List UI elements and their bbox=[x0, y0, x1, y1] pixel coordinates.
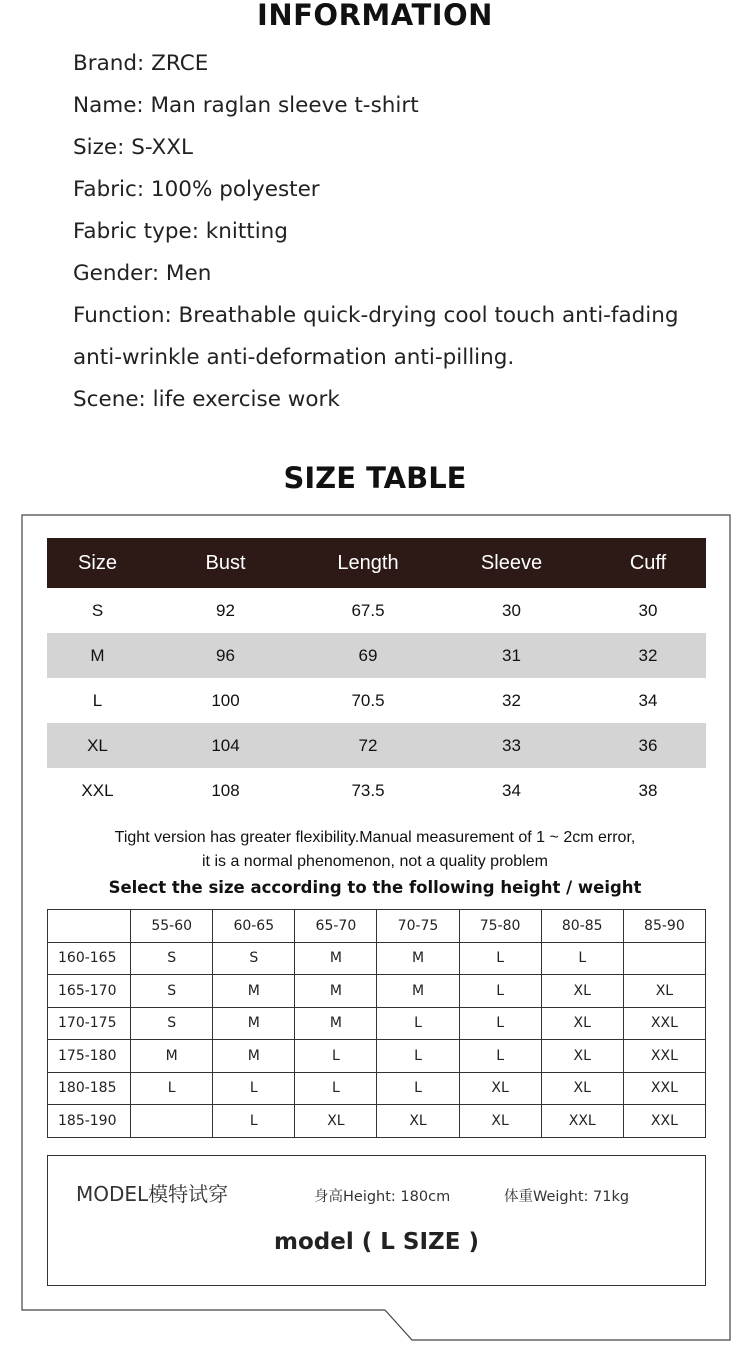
size-cell: XL bbox=[295, 1105, 377, 1138]
cell-length: 73.5 bbox=[351, 780, 385, 800]
cell-bust: 100 bbox=[211, 690, 240, 710]
size-cell: M bbox=[295, 975, 377, 1008]
height-label: 180-185 bbox=[48, 1072, 131, 1105]
cell-length: 70.5 bbox=[351, 690, 385, 710]
cell-cuff: 38 bbox=[638, 780, 658, 800]
model-weight: 体重Weight: 71kg bbox=[504, 1189, 630, 1205]
cell-sleeve: 33 bbox=[433, 723, 590, 768]
size-cell: L bbox=[459, 1040, 541, 1073]
cell-length: 72 bbox=[303, 723, 433, 768]
cell-cuff: 34 bbox=[638, 690, 658, 710]
size-cell: M bbox=[295, 942, 377, 975]
header-length: Length bbox=[303, 538, 433, 588]
size-table-title: SIZE TABLE bbox=[283, 461, 467, 495]
cell-size: L bbox=[92, 690, 103, 710]
info-scene: Scene: life exercise work bbox=[73, 387, 340, 412]
weight-header: 65-70 bbox=[295, 910, 377, 943]
table-row bbox=[47, 588, 706, 633]
size-cell: L bbox=[541, 942, 623, 975]
table-row bbox=[48, 1072, 706, 1105]
table-row bbox=[48, 1007, 706, 1040]
size-cell: M bbox=[213, 975, 295, 1008]
cell-bust: 92 bbox=[216, 600, 235, 620]
size-cell: M bbox=[377, 942, 459, 975]
info-size: Size: S-XXL bbox=[73, 135, 193, 160]
cell-sleeve: 34 bbox=[502, 780, 521, 800]
size-cell: XL bbox=[459, 1105, 541, 1138]
height-label: 175-180 bbox=[48, 1040, 131, 1073]
cell-size: S bbox=[91, 600, 104, 620]
size-cell: XL bbox=[541, 1072, 623, 1105]
size-cell: L bbox=[295, 1072, 377, 1105]
size-cell: L bbox=[213, 1072, 295, 1105]
info-name: Name: Man raglan sleeve t-shirt bbox=[73, 93, 419, 118]
measurement-note bbox=[0, 826, 750, 874]
table-row bbox=[47, 633, 706, 678]
height-label: 170-175 bbox=[48, 1007, 131, 1040]
size-cell: S bbox=[213, 942, 295, 975]
info-gender: Gender: Men bbox=[73, 261, 212, 286]
table-row bbox=[48, 975, 706, 1008]
cell-length: 69 bbox=[303, 633, 433, 678]
weight-header: 80-85 bbox=[541, 910, 623, 943]
size-cell: L bbox=[377, 1040, 459, 1073]
size-cell: M bbox=[295, 1007, 377, 1040]
cell-sleeve: 30 bbox=[502, 600, 521, 620]
information-title: INFORMATION bbox=[257, 0, 493, 32]
size-table-header-row bbox=[47, 538, 706, 588]
cell-size: XL bbox=[47, 723, 148, 768]
model-size: model ( L SIZE ) bbox=[274, 1229, 479, 1255]
size-cell: L bbox=[295, 1040, 377, 1073]
weight-header: 85-90 bbox=[623, 910, 705, 943]
size-cell: M bbox=[213, 1040, 295, 1073]
size-cell: L bbox=[459, 975, 541, 1008]
height-label: 160-165 bbox=[48, 942, 131, 975]
size-cell: XXL bbox=[623, 1105, 705, 1138]
corner-cell bbox=[48, 910, 131, 943]
header-cuff: Cuff bbox=[590, 538, 706, 588]
size-cell: XXL bbox=[541, 1105, 623, 1138]
info-function: Function: Breathable quick-drying cool touch anti-fading bbox=[73, 303, 679, 328]
table-row bbox=[47, 678, 706, 723]
size-cell: L bbox=[377, 1007, 459, 1040]
weight-header-row bbox=[48, 910, 706, 943]
measurement-note-line-2: it is a normal phenomenon, not a quality problem bbox=[202, 853, 548, 870]
size-cell: L bbox=[213, 1105, 295, 1138]
size-cell: M bbox=[377, 975, 459, 1008]
size-cell: XXL bbox=[623, 1072, 705, 1105]
cell-bust: 104 bbox=[148, 723, 303, 768]
cell-cuff: 30 bbox=[638, 600, 658, 620]
select-size-heading: Select the size according to the following height / weight bbox=[108, 878, 642, 897]
table-row bbox=[47, 723, 706, 768]
size-cell: M bbox=[213, 1007, 295, 1040]
size-cell: S bbox=[131, 1007, 213, 1040]
info-fabric-type: Fabric type: knitting bbox=[73, 219, 288, 244]
model-label: MODEL模特试穿 bbox=[76, 1182, 229, 1206]
table-row bbox=[48, 942, 706, 975]
header-sleeve: Sleeve bbox=[433, 538, 590, 588]
table-row bbox=[48, 1040, 706, 1073]
size-cell: L bbox=[459, 1007, 541, 1040]
table-row bbox=[47, 768, 706, 813]
cell-cuff: 32 bbox=[590, 633, 706, 678]
weight-header: 60-65 bbox=[213, 910, 295, 943]
size-cell: XXL bbox=[623, 1007, 705, 1040]
cell-length: 67.5 bbox=[351, 600, 385, 620]
cell-size: M bbox=[47, 633, 148, 678]
height-label: 165-170 bbox=[48, 975, 131, 1008]
height-label: 185-190 bbox=[48, 1105, 131, 1138]
weight-header: 70-75 bbox=[377, 910, 459, 943]
info-function-continued: anti-wrinkle anti-deformation anti-pilling. bbox=[73, 345, 515, 370]
weight-header: 55-60 bbox=[131, 910, 213, 943]
size-cell: S bbox=[131, 975, 213, 1008]
size-cell: L bbox=[459, 942, 541, 975]
size-cell: S bbox=[131, 942, 213, 975]
measurement-note-line-1: Tight version has greater flexibility.Manual measurement of 1 ~ 2cm error, bbox=[114, 829, 636, 846]
height-weight-table bbox=[47, 909, 706, 1138]
size-cell: XL bbox=[541, 1007, 623, 1040]
weight-header: 75-80 bbox=[459, 910, 541, 943]
size-cell: M bbox=[131, 1040, 213, 1073]
table-row bbox=[48, 1105, 706, 1138]
size-table bbox=[47, 538, 706, 813]
info-brand: Brand: ZRCE bbox=[73, 51, 209, 76]
size-cell: XXL bbox=[623, 1040, 705, 1073]
cell-size: XXL bbox=[81, 780, 114, 800]
info-fabric: Fabric: 100% polyester bbox=[73, 177, 320, 202]
size-cell bbox=[131, 1105, 213, 1138]
cell-bust: 96 bbox=[148, 633, 303, 678]
cell-sleeve: 31 bbox=[433, 633, 590, 678]
header-bust: Bust bbox=[148, 538, 303, 588]
size-cell: XL bbox=[459, 1072, 541, 1105]
model-height: 身高Height: 180cm bbox=[314, 1189, 451, 1205]
cell-bust: 108 bbox=[211, 780, 240, 800]
size-cell: L bbox=[377, 1072, 459, 1105]
model-info-box bbox=[47, 1155, 706, 1286]
cell-sleeve: 32 bbox=[502, 690, 521, 710]
size-cell: L bbox=[131, 1072, 213, 1105]
header-size: Size bbox=[47, 538, 148, 588]
size-cell: XL bbox=[377, 1105, 459, 1138]
size-cell: XL bbox=[541, 975, 623, 1008]
cell-cuff: 36 bbox=[590, 723, 706, 768]
size-cell: XL bbox=[623, 975, 705, 1008]
size-cell: XL bbox=[541, 1040, 623, 1073]
size-cell bbox=[623, 942, 705, 975]
